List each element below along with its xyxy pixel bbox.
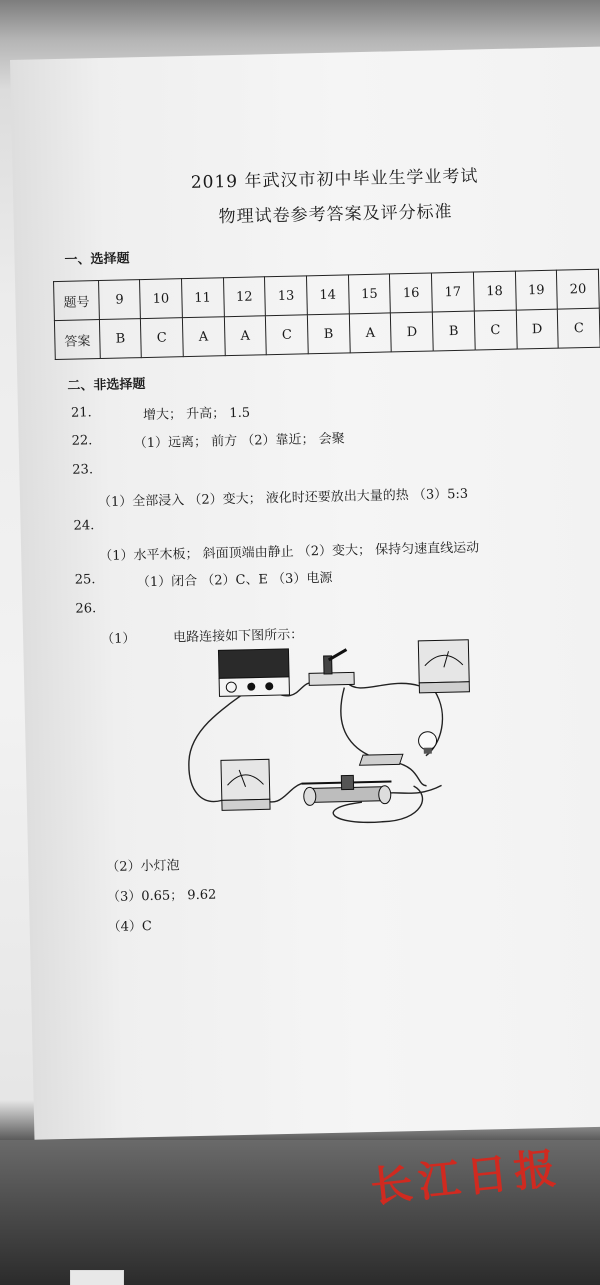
table-cell: C — [266, 315, 309, 355]
q26-part4: （4）C — [107, 919, 153, 936]
table-cell: 18 — [473, 271, 516, 311]
answer-sheet-paper — [10, 46, 600, 1139]
q26-number: 26. — [75, 601, 97, 617]
document-subtitle: 物理试卷参考答案及评分标准 — [218, 202, 453, 228]
q26-part3: （3）0.65； 9.62 — [106, 887, 217, 906]
table-cell: C — [474, 310, 517, 350]
table-cell: 16 — [390, 273, 433, 313]
answer-table — [53, 269, 600, 360]
table-cell: B — [432, 311, 475, 351]
table-cell: D — [391, 312, 434, 352]
q24-answer: （1）水平木板； 斜面顶端由静止 （2）变大； 保持匀速直线运动 — [99, 540, 480, 565]
table-cell: 20 — [557, 269, 600, 309]
q21-number: 21. — [70, 405, 92, 421]
table-cell: A — [182, 317, 225, 357]
q23-answer: （1）全部浸入 （2）变大； 液化时还要放出大量的热 （3）5:3 — [97, 486, 469, 511]
table-cell: D — [516, 309, 559, 349]
table-cell: 17 — [432, 272, 475, 312]
section1-heading: 一、选择题 — [64, 251, 130, 268]
table-cell: 15 — [348, 274, 391, 314]
table-cell: B — [99, 319, 141, 359]
row-header-answer: 答案 — [54, 320, 100, 360]
table-cell: 13 — [265, 276, 308, 316]
q26-part1-label: （1） — [101, 631, 136, 648]
table-cell: 19 — [515, 270, 558, 310]
table-cell: C — [140, 318, 183, 358]
q24-number: 24. — [73, 518, 95, 534]
row-header-question: 题号 — [54, 281, 100, 321]
power-supply-icon — [218, 649, 289, 697]
watermark-logo: 长江日报 — [368, 1143, 565, 1212]
q22-number: 22. — [71, 433, 93, 449]
q21-answer: 增大； 升高； 1.5 — [142, 405, 251, 424]
table-cell: 9 — [99, 280, 141, 320]
voltmeter-icon — [418, 640, 469, 693]
q25-answer: （1）闭合 （2）C、E （3）电源 — [136, 570, 333, 591]
table-cell: 12 — [223, 277, 266, 317]
rheostat-icon — [301, 775, 392, 806]
q26-part2: （2）小灯泡 — [106, 858, 180, 876]
q25-number: 25. — [74, 572, 96, 588]
table-cell: 10 — [140, 279, 183, 319]
ammeter-icon — [221, 759, 270, 810]
q23-number: 23. — [72, 462, 94, 478]
circuit-diagram — [178, 635, 482, 837]
table-cell: 14 — [306, 275, 349, 315]
light-bulb-icon — [359, 732, 437, 766]
table-cell: A — [349, 313, 392, 353]
q22-answer: （1）远离； 前方 （2）靠近； 会聚 — [133, 431, 345, 452]
photo-corner-object — [70, 1270, 124, 1285]
section2-heading: 二、非选择题 — [67, 377, 146, 394]
table-cell: B — [307, 314, 350, 354]
q26-part1-text: 电路连接如下图所示： — [172, 627, 304, 646]
table-cell: A — [224, 316, 267, 356]
switch-icon — [308, 649, 354, 685]
document-title: 2019 年武汉市初中毕业生学业考试 — [190, 166, 479, 193]
table-cell: 11 — [181, 278, 224, 318]
table-cell: C — [558, 308, 600, 348]
